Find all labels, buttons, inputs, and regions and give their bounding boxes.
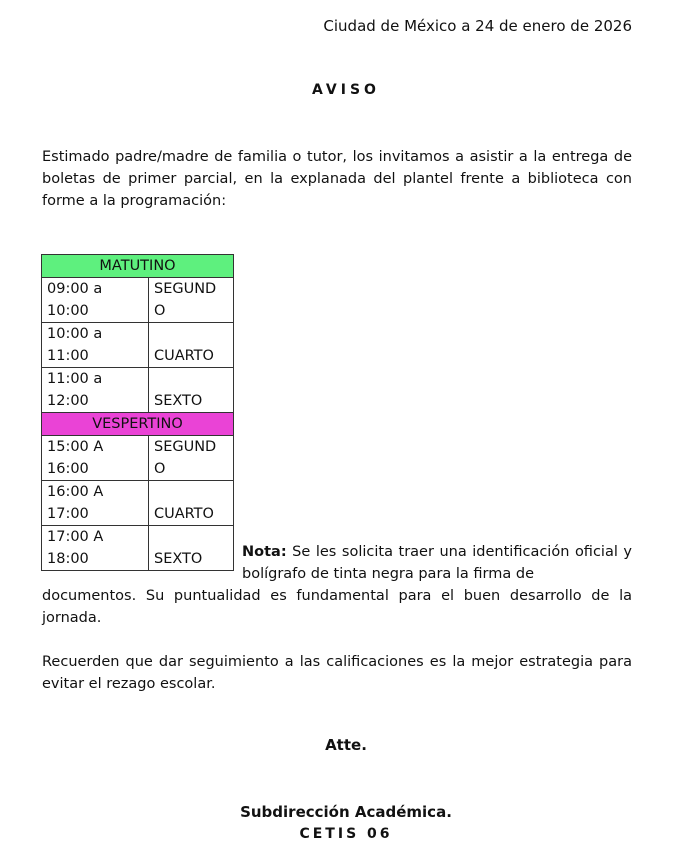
- grade-cell: SEXTO: [149, 526, 234, 571]
- note-text: Se les solicita traer una identificación oficial y bolígrafo de tinta negra para la firma de: [242, 544, 632, 582]
- closing-paragraph: Recuerden que dar seguimiento a las calificaciones es la mejor estrategia para evitar el rezago escolar.: [42, 654, 632, 692]
- table-row: [42, 323, 234, 368]
- note-continuation: documentos. Su puntualidad es fundamental para el buen desarrollo de la jornada.: [42, 588, 632, 626]
- table-row: [42, 436, 234, 481]
- department-name: Subdirección Académica.: [240, 803, 452, 821]
- morning-header-row: [42, 255, 234, 278]
- note-paragraph: [242, 541, 632, 585]
- grade-cell: CUARTO: [149, 323, 234, 368]
- schedule-table: [41, 254, 234, 571]
- morning-header: MATUTINO: [42, 255, 234, 278]
- signoff: Atte.: [325, 736, 367, 754]
- time-cell: 16:00 A 17:00: [42, 481, 149, 526]
- time-cell: 15:00 A 16:00: [42, 436, 149, 481]
- note-label: Nota:: [242, 544, 287, 560]
- table-row: [42, 481, 234, 526]
- document-date: Ciudad de México a 24 de enero de 2026: [323, 17, 632, 35]
- grade-cell: CUARTO: [149, 481, 234, 526]
- grade-cell: SEGUND O: [149, 278, 234, 323]
- evening-header: VESPERTINO: [42, 413, 234, 436]
- document-title: AVISO: [312, 82, 380, 98]
- grade-cell: SEXTO: [149, 368, 234, 413]
- table-row: [42, 278, 234, 323]
- table-row: [42, 368, 234, 413]
- table-row: [42, 526, 234, 571]
- time-cell: 17:00 A 18:00: [42, 526, 149, 571]
- time-cell: 09:00 a 10:00: [42, 278, 149, 323]
- school-name: CETIS 06: [299, 826, 393, 842]
- time-cell: 11:00 a 12:00: [42, 368, 149, 413]
- intro-paragraph: Estimado padre/madre de familia o tutor, los invitamos a asistir a la entrega de boletas de primer parcial, en la explanada del plantel frente a biblioteca con forme a la programación:: [42, 149, 632, 209]
- time-cell: 10:00 a 11:00: [42, 323, 149, 368]
- evening-header-row: [42, 413, 234, 436]
- grade-cell: SEGUND O: [149, 436, 234, 481]
